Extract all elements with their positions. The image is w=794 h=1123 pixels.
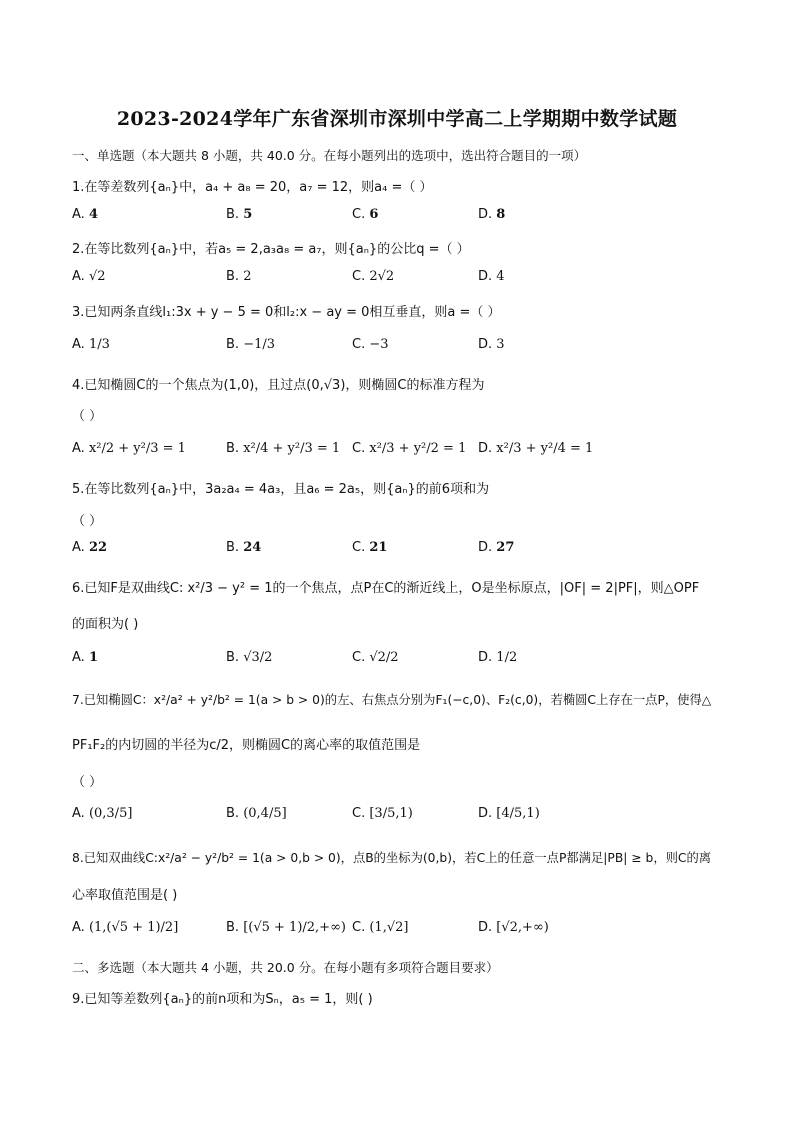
question-1-stem: 1.在等差数列{aₙ}中，a₄ + a₈ = 20，a₇ = 12，则a₄ =（ ） bbox=[72, 180, 433, 195]
question-5-answer-paren: （ ） bbox=[72, 514, 103, 529]
question-1-option-a[interactable]: A. 4 bbox=[72, 207, 98, 222]
question-6-option-a[interactable]: A. 1 bbox=[72, 650, 98, 665]
question-7-stem-continued: PF₁F₂的内切圆的半径为c/2，则椭圆C的离心率的取值范围是 bbox=[72, 738, 421, 753]
question-5-stem: 5.在等比数列{aₙ}中，3a₂a₄ = 4a₃，且a₆ = 2a₅，则{aₙ}的前6项和为 bbox=[72, 482, 490, 497]
question-6-stem-continued: 的面积为( ) bbox=[72, 617, 139, 632]
question-6-stem: 6.已知F是双曲线C: x²/3 − y² = 1的一个焦点，点P在C的渐近线上，O是坐标原点，|OF| = 2|PF|，则△OPF bbox=[72, 581, 700, 596]
question-1-option-b[interactable]: B. 5 bbox=[226, 207, 253, 222]
page-title: 2023-2024学年广东省深圳市深圳中学高二上学期期中数学试题 bbox=[116, 108, 678, 130]
question-2-option-c[interactable]: C. 2√2 bbox=[352, 269, 395, 284]
question-8-option-b[interactable]: B. [(√5 + 1)/2,+∞) bbox=[226, 920, 346, 935]
question-6-option-d[interactable]: D. 1/2 bbox=[478, 650, 518, 665]
question-6-option-b[interactable]: B. √3/2 bbox=[226, 650, 273, 665]
question-1-option-c[interactable]: C. 6 bbox=[352, 207, 379, 222]
question-1-option-d[interactable]: D. 8 bbox=[478, 207, 506, 222]
question-4-option-d[interactable]: D. x²/3 + y²/4 = 1 bbox=[478, 441, 594, 456]
question-4-stem: 4.已知椭圆C的一个焦点为(1,0)，且过点(0,√3)，则椭圆C的标准方程为 bbox=[72, 378, 485, 393]
section-heading-single-choice: 一、单选题（本大题共 8 小题，共 40.0 分。在每小题列出的选项中，选出符合题目的一项） bbox=[72, 148, 587, 163]
question-3-stem: 3.已知两条直线l₁:3x + y − 5 = 0和l₂:x − ay = 0相互垂直，则a =（ ） bbox=[72, 305, 501, 320]
question-3-option-a[interactable]: A. 1/3 bbox=[72, 337, 110, 352]
question-4-option-b[interactable]: B. x²/4 + y²/3 = 1 bbox=[226, 441, 341, 456]
question-2-option-d[interactable]: D. 4 bbox=[478, 269, 505, 284]
question-7-option-b[interactable]: B. (0,4/5] bbox=[226, 806, 287, 821]
question-7-option-c[interactable]: C. [3/5,1) bbox=[352, 806, 413, 821]
question-5-option-b[interactable]: B. 24 bbox=[226, 540, 262, 555]
question-5-option-d[interactable]: D. 27 bbox=[478, 540, 515, 555]
question-4-option-a[interactable]: A. x²/2 + y²/3 = 1 bbox=[72, 441, 186, 456]
question-8-option-d[interactable]: D. [√2,+∞) bbox=[478, 920, 549, 935]
question-3-option-d[interactable]: D. 3 bbox=[478, 337, 505, 352]
question-7-answer-paren: （ ） bbox=[72, 775, 103, 790]
question-5-option-c[interactable]: C. 21 bbox=[352, 540, 388, 555]
question-9-stem: 9.已知等差数列{aₙ}的前n项和为Sₙ，a₅ = 1，则( ) bbox=[72, 992, 373, 1007]
question-7-stem: 7.已知椭圆C：x²/a² + y²/b² = 1(a > b > 0)的左、右焦点分别为F₁(−c,0)、F₂(c,0)，若椭圆C上存在一点P，使得△ bbox=[72, 693, 712, 707]
question-8-option-c[interactable]: C. (1,√2] bbox=[352, 920, 409, 935]
question-2-option-b[interactable]: B. 2 bbox=[226, 269, 252, 284]
question-3-option-b[interactable]: B. −1/3 bbox=[226, 337, 276, 352]
question-3-option-c[interactable]: C. −3 bbox=[352, 337, 389, 352]
question-2-option-a[interactable]: A. √2 bbox=[72, 269, 106, 284]
question-7-option-d[interactable]: D. [4/5,1) bbox=[478, 806, 540, 821]
section-heading-multiple-choice: 二、多选题（本大题共 4 小题，共 20.0 分。在每小题有多项符合题目要求） bbox=[72, 960, 499, 975]
question-6-option-c[interactable]: C. √2/2 bbox=[352, 650, 399, 665]
question-2-stem: 2.在等比数列{aₙ}中，若a₅ = 2,a₃a₈ = a₇，则{aₙ}的公比q =（ ） bbox=[72, 242, 470, 257]
question-8-stem-continued: 心率取值范围是( ) bbox=[72, 888, 178, 903]
question-8-stem: 8.已知双曲线C:x²/a² − y²/b² = 1(a > 0,b > 0)，点B的坐标为(0,b)，若C上的任意一点P都满足|PB| ≥ b，则C的离 bbox=[72, 851, 712, 865]
question-5-option-a[interactable]: A. 22 bbox=[72, 540, 108, 555]
question-8-option-a[interactable]: A. (1,(√5 + 1)/2] bbox=[72, 920, 179, 935]
question-7-option-a[interactable]: A. (0,3/5] bbox=[72, 806, 133, 821]
question-4-answer-paren: （ ） bbox=[72, 409, 103, 424]
question-4-option-c[interactable]: C. x²/3 + y²/2 = 1 bbox=[352, 441, 467, 456]
